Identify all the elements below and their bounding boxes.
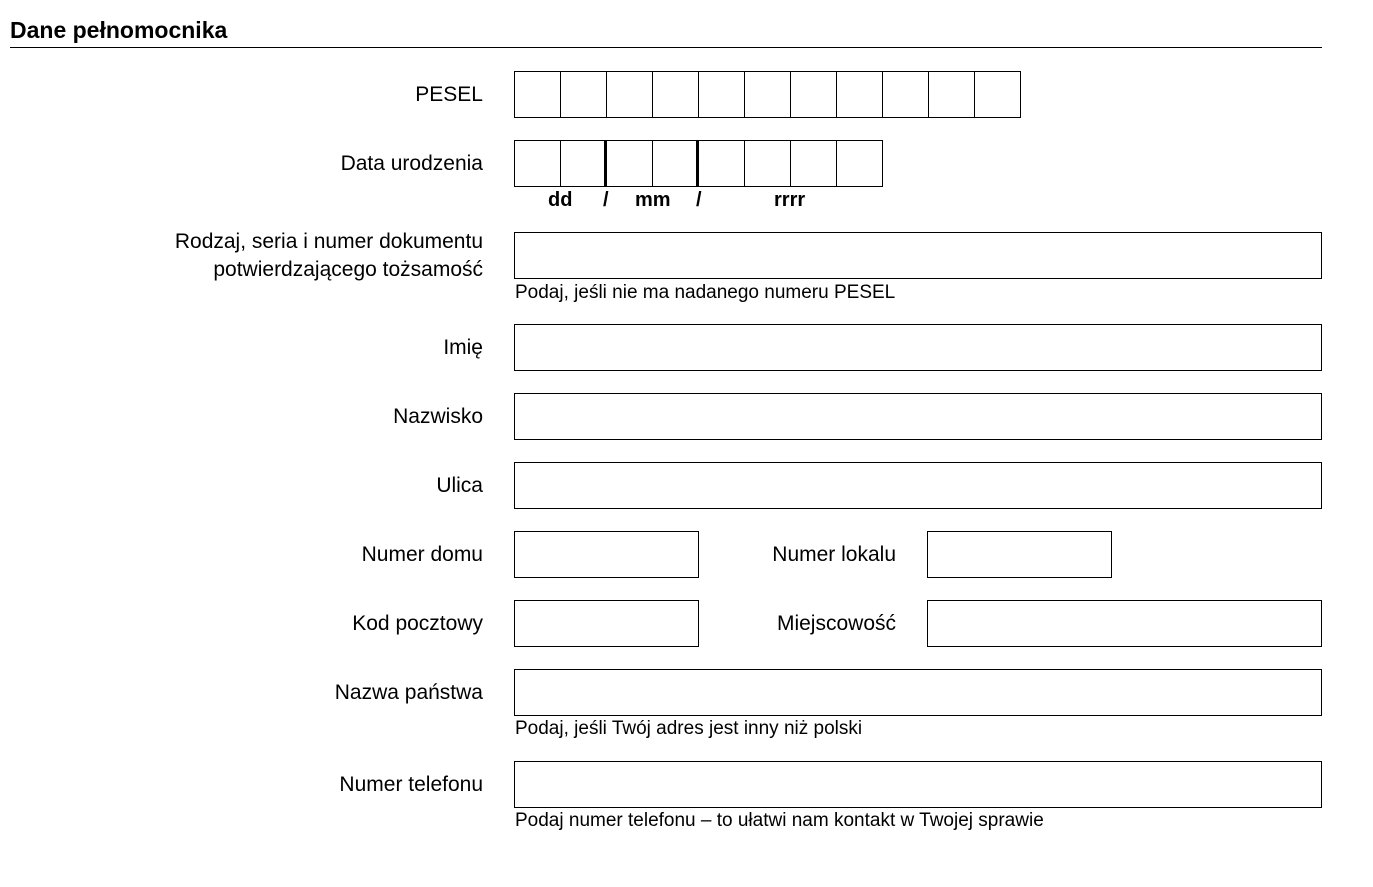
section-divider <box>10 47 1322 48</box>
postal-code-label: Kod pocztowy <box>352 612 483 635</box>
birth-date-cell[interactable] <box>745 141 791 186</box>
street-input[interactable] <box>514 462 1322 509</box>
city-label: Miejscowość <box>776 612 896 635</box>
phone-hint: Podaj numer telefonu – to ułatwi nam kontakt w Twojej sprawie <box>515 810 1044 831</box>
pesel-cell[interactable] <box>561 72 607 117</box>
pesel-cell[interactable] <box>975 72 1021 117</box>
apartment-number-label: Numer lokalu <box>772 543 896 566</box>
birth-date-cell[interactable] <box>515 141 561 186</box>
first-name-input[interactable] <box>514 324 1322 371</box>
pesel-label: PESEL <box>415 83 483 106</box>
country-label: Nazwa państwa <box>334 681 483 704</box>
document-label-line-2: potwierdzającego tożsamość <box>213 258 483 281</box>
birth-date-label: Data urodzenia <box>340 152 483 175</box>
house-number-label: Numer domu <box>361 543 483 566</box>
section-title: Dane pełnomocnika <box>10 17 228 43</box>
birth-date-cell[interactable] <box>607 141 653 186</box>
country-hint: Podaj, jeśli Twój adres jest inny niż polski <box>515 718 863 739</box>
pesel-cell[interactable] <box>837 72 883 117</box>
birth-date-month-legend: mm <box>635 189 671 211</box>
apartment-number-input[interactable] <box>927 531 1112 578</box>
phone-input[interactable] <box>514 761 1322 808</box>
house-number-input[interactable] <box>514 531 699 578</box>
birth-date-cell[interactable] <box>699 141 745 186</box>
document-hint: Podaj, jeśli nie ma nadanego numeru PESEL <box>515 282 896 303</box>
postal-code-input[interactable] <box>514 600 699 647</box>
birth-date-cell[interactable] <box>561 141 607 186</box>
city-input[interactable] <box>927 600 1322 647</box>
pesel-cell[interactable] <box>745 72 791 117</box>
pesel-input-grid <box>514 71 1021 118</box>
birth-date-input-grid <box>514 140 883 187</box>
document-input[interactable] <box>514 232 1322 279</box>
pesel-cell[interactable] <box>653 72 699 117</box>
phone-label: Numer telefonu <box>339 773 483 796</box>
birth-date-separator-2: / <box>696 189 702 211</box>
last-name-input[interactable] <box>514 393 1322 440</box>
pesel-cell[interactable] <box>515 72 561 117</box>
street-label: Ulica <box>436 474 483 497</box>
pesel-cell[interactable] <box>607 72 653 117</box>
document-label <box>175 228 483 284</box>
country-input[interactable] <box>514 669 1322 716</box>
pesel-cell[interactable] <box>883 72 929 117</box>
birth-date-cell[interactable] <box>653 141 699 186</box>
pesel-cell[interactable] <box>791 72 837 117</box>
birth-date-cell[interactable] <box>791 141 837 186</box>
pesel-cell[interactable] <box>699 72 745 117</box>
birth-date-cell[interactable] <box>837 141 883 186</box>
birth-date-year-legend: rrrr <box>774 189 806 211</box>
document-label-line-1: Rodzaj, seria i numer dokumentu <box>174 230 483 253</box>
first-name-label: Imię <box>443 336 483 359</box>
pesel-cell[interactable] <box>929 72 975 117</box>
last-name-label: Nazwisko <box>393 405 483 428</box>
birth-date-day-legend: dd <box>548 189 573 211</box>
birth-date-separator-1: / <box>603 189 609 211</box>
